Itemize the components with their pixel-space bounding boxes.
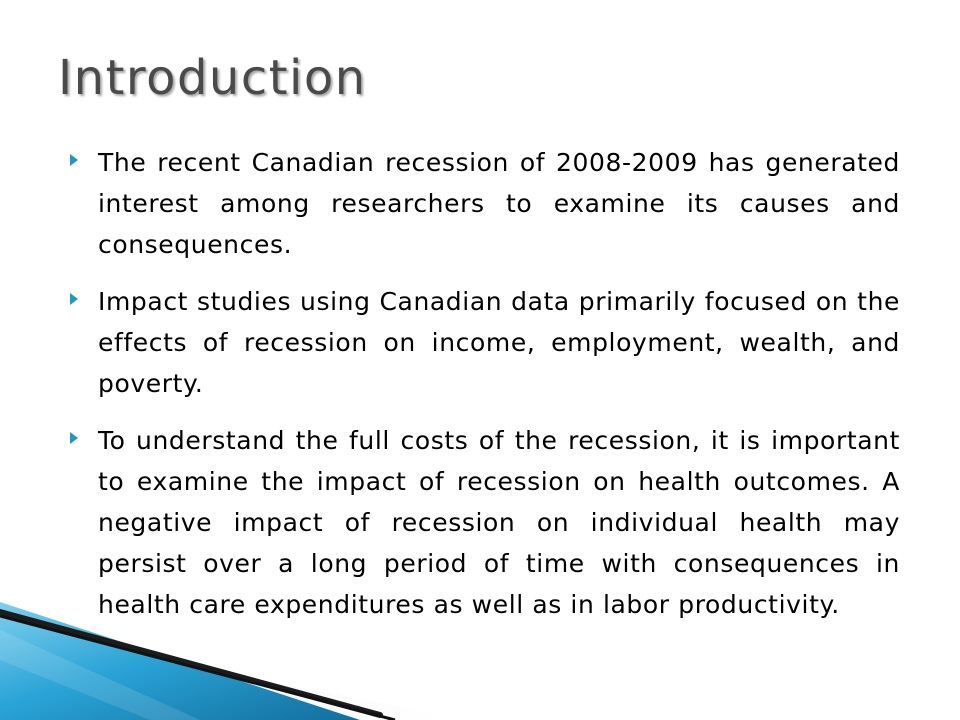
bullet-item [70,281,900,404]
slide-title: Introduction [58,50,367,106]
bullet-text: The recent Canadian recession of 2008-2009 has generated interest among researchers to examine its causes and consequences. [98,148,900,259]
triangle-right-icon [70,432,78,444]
bullet-item [70,142,900,265]
bullet-text: Impact studies using Canadian data primarily focused on the effects of recession on income, employment, wealth, and poverty. [98,287,900,398]
decorative-swoosh [0,560,960,720]
triangle-right-icon [70,154,78,166]
bullet-text: To understand the full costs of the recession, it is important to examine the impact of recession on health outcomes. A negative impact of recession on individual health may persist over a long period of time with consequences in health care expenditures as well as in labor productivity. [98,426,900,619]
triangle-right-icon [70,293,78,305]
